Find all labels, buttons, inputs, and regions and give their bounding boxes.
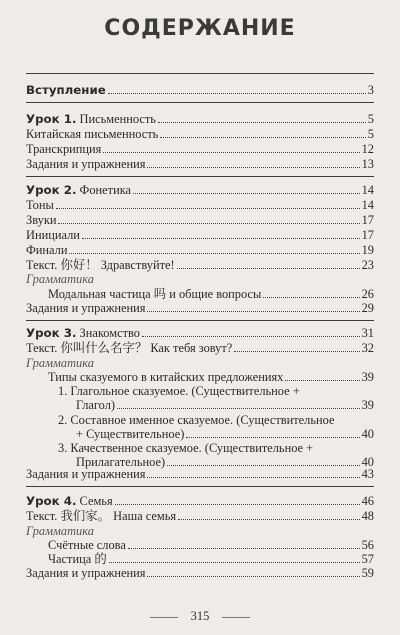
toc-entry-lesson1 <box>26 112 374 126</box>
leader-dots <box>103 143 359 153</box>
entry-page: 5 <box>367 127 374 141</box>
entry-title: Китайская письменность <box>26 127 159 141</box>
lesson-number: Урок 3. <box>26 326 77 340</box>
entry-page: 17 <box>361 213 374 227</box>
toc-entry-wrapped <box>58 413 374 427</box>
leader-dots <box>147 567 359 577</box>
toc-entry <box>26 127 374 141</box>
entry-title: Задания и упражнения <box>26 566 146 580</box>
toc-entry <box>26 509 374 523</box>
section-rule <box>26 73 374 74</box>
leader-dots <box>147 302 359 312</box>
entry-page: 40 <box>361 455 374 469</box>
leader-dots <box>56 199 360 209</box>
toc-entry-intro <box>26 83 374 97</box>
leader-dots <box>58 214 359 224</box>
entry-title: Задания и упражнения <box>26 467 146 481</box>
toc-entry-wrapped <box>58 384 374 398</box>
grammar-label: Грамматика <box>26 272 94 286</box>
toc-entry-lesson2 <box>26 183 374 197</box>
leader-dots <box>160 128 365 138</box>
entry-page: 14 <box>361 183 374 197</box>
entry-page: 57 <box>361 552 374 566</box>
entry-title: Вступление <box>26 83 106 97</box>
leader-dots <box>263 288 359 298</box>
leader-dots <box>158 113 366 123</box>
entry-page: 29 <box>361 301 374 315</box>
entry-title: Звуки <box>26 213 57 227</box>
entry-title: + Существительное) <box>76 427 185 441</box>
entry-title: Инициали <box>26 228 80 242</box>
lesson-number: Урок 4. <box>26 494 77 508</box>
entry-page: 12 <box>361 142 374 156</box>
toc-entry <box>26 341 374 355</box>
toc-entry-wrapped <box>58 441 374 455</box>
entry-page: 3 <box>367 83 374 97</box>
leader-dots <box>128 539 360 549</box>
grammar-subheading <box>26 356 374 370</box>
leader-dots <box>133 184 360 194</box>
grammar-label: Грамматика <box>26 356 94 370</box>
leader-dots <box>177 259 360 269</box>
toc-entry <box>26 258 374 272</box>
entry-title: Задания и упражнения <box>26 301 146 315</box>
toc-entry <box>26 243 374 257</box>
entry-page: 39 <box>361 398 374 412</box>
toc-entry <box>48 370 374 384</box>
toc-entry <box>26 198 374 212</box>
entry-title: 1. Глагольное сказуемое. (Существительное + <box>58 384 300 398</box>
leader-dots <box>285 371 359 381</box>
lesson-number: Урок 1. <box>26 112 77 126</box>
entry-title: Счётные слова <box>48 538 126 552</box>
toc-entry <box>26 142 374 156</box>
entry-title: Финали <box>26 243 68 257</box>
entry-title: Транскрипция <box>26 142 102 156</box>
toc-entry <box>48 552 374 566</box>
entry-title: Текст. 你叫什么名字？ Как тебя зовут? <box>26 341 233 355</box>
toc-entry <box>26 566 374 580</box>
entry-page: 31 <box>361 326 374 340</box>
entry-page: 59 <box>361 566 374 580</box>
leader-dots <box>108 84 366 94</box>
toc-entry <box>26 301 374 315</box>
entry-page: 56 <box>361 538 374 552</box>
entry-page: 46 <box>361 494 374 508</box>
entry-title: Текст. 你好！ Здравствуйте! <box>26 258 175 272</box>
lesson-number: Урок 2. <box>26 183 77 197</box>
entry-page: 40 <box>361 427 374 441</box>
lesson-title: Семья <box>76 494 113 508</box>
toc-entry-lesson3 <box>26 326 374 340</box>
leader-dots <box>115 495 360 505</box>
leader-dots <box>109 553 360 563</box>
lesson-title: Фонетика <box>76 183 132 197</box>
lesson-title: Знакомство <box>76 326 140 340</box>
footer-dash-right <box>222 617 250 618</box>
entry-title: Типы сказуемого в китайских предложениях <box>48 370 284 384</box>
toc-entry-lesson4 <box>26 494 374 508</box>
toc-entry <box>26 157 374 171</box>
entry-title: 3. Качественное сказуемое. (Существительное + <box>58 441 314 455</box>
entry-title: Частица 的 <box>48 552 107 566</box>
entry-title: Прилагательное) <box>76 455 166 469</box>
entry-page: 43 <box>361 467 374 481</box>
section-rule <box>26 176 374 177</box>
leader-dots <box>186 428 359 438</box>
leader-dots <box>234 342 359 352</box>
entry-title: Задания и упражнения <box>26 157 146 171</box>
page-number: 315 <box>190 609 210 623</box>
entry-page: 32 <box>361 341 374 355</box>
leader-dots <box>69 244 359 254</box>
entry-page: 13 <box>361 157 374 171</box>
grammar-subheading <box>26 272 374 286</box>
entry-title: Текст. 我们家。 Наша семья <box>26 509 177 523</box>
entry-page: 23 <box>361 258 374 272</box>
leader-dots <box>178 510 360 520</box>
entry-page: 14 <box>361 198 374 212</box>
leader-dots <box>147 158 359 168</box>
toc-entry <box>48 538 374 552</box>
section-rule <box>26 320 374 321</box>
grammar-label: Грамматика <box>26 524 94 538</box>
entry-page: 5 <box>367 112 374 126</box>
leader-dots <box>147 468 359 478</box>
entry-title: Тоны <box>26 198 54 212</box>
toc-entry <box>48 287 374 301</box>
entry-page: 26 <box>361 287 374 301</box>
toc-entry <box>26 213 374 227</box>
entry-title: Модальная частица 吗 и общие вопросы <box>48 287 262 301</box>
toc-entry <box>76 427 374 441</box>
leader-dots <box>82 229 360 239</box>
entry-page: 48 <box>361 509 374 523</box>
leader-dots <box>167 456 360 466</box>
entry-page: 39 <box>361 370 374 384</box>
toc-entry <box>76 398 374 412</box>
entry-title: 2. Составное именное сказуемое. (Существительное <box>58 413 335 427</box>
toc-entry <box>26 467 374 481</box>
lesson-title: Письменность <box>76 112 156 126</box>
entry-page: 17 <box>361 228 374 242</box>
grammar-subheading <box>26 524 374 538</box>
leader-dots <box>142 327 360 337</box>
section-rule <box>26 102 374 103</box>
section-rule <box>26 486 374 487</box>
entry-title: Глагол) <box>76 398 116 412</box>
page-title: СОДЕРЖАНИЕ <box>104 16 296 41</box>
toc-entry <box>26 228 374 242</box>
entry-page: 19 <box>361 243 374 257</box>
leader-dots <box>117 399 360 409</box>
